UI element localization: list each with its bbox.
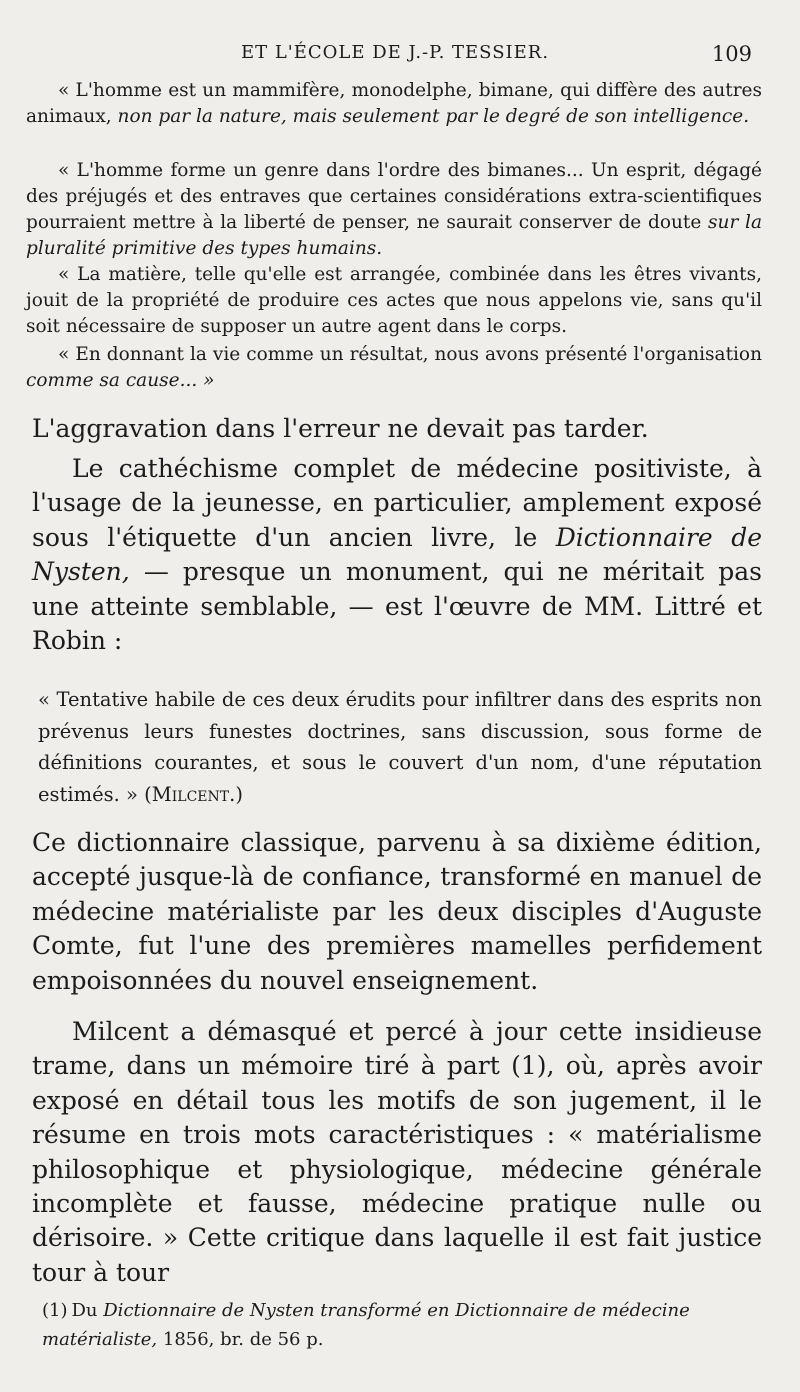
paragraph-2-title: Dictionnaire de Nysten, — [32, 522, 762, 587]
quote-2-text: « L'homme forme un genre dans l'ordre des bimanes... Un esprit, dégagé des préjugés et des entraves que certaines considérations extra-scientifiques pourraient mettre à la liberté de penser, ne saurait conserver de doute — [26, 160, 762, 233]
body-paragraph-4: Milcent a démasqué et percé à jour cette insidieuse trame, dans un mémoire tiré à part (1), où, après avoir exposé en détail tous les motifs de son jugement, il le résume en trois mots caractéristiques : « matérialisme philosophique et physiologique, médecine générale incomplète et fausse, médecine pratique nulle ou dérisoire. » Cette critique dans laquelle il est fait justice tour à tour — [32, 1017, 762, 1287]
footnote-number: (1) — [42, 1300, 68, 1321]
footnote-title: Dictionnaire de Nysten transformé en Dictionnaire de médecine matérialiste, — [42, 1300, 690, 1350]
quote-4-italic: comme sa cause... » — [26, 370, 215, 391]
paragraph-2-text-end: — presque un monument, qui ne méritait pas une atteinte semblable, — est l'œuvre de MM. Littré et Robin : — [32, 557, 762, 656]
quote-1-italic: non par la nature, mais seulement par le degré de son intelligence. — [117, 106, 750, 127]
page-number: 109 — [711, 42, 752, 66]
quote-paragraph-4 — [26, 342, 762, 394]
footnote — [42, 1296, 766, 1354]
footnote-text-end: 1856, br. de 56 p. — [157, 1329, 324, 1350]
body-paragraph-1: L'aggravation dans l'erreur ne devait pas tarder. — [32, 414, 649, 443]
quote-paragraph-2 — [26, 158, 762, 262]
body-paragraph-2 — [32, 452, 762, 658]
block-quote-text: « Tentative habile de ces deux érudits pour infiltrer dans des esprits non prévenus leurs funestes doctrines, sans discussion, sous forme de définitions courantes, et sous le couvert d'un nom, d'une réputation estimés. » ( — [38, 688, 762, 806]
quote-paragraph-3: « La matière, telle qu'elle est arrangée, combinée dans les êtres vivants, jouit de la propriété de produire ces actes que nous appelons vie, sans qu'il soit nécessaire de supposer un autre agent dans le corps. — [26, 264, 762, 337]
body-paragraph-3: Ce dictionnaire classique, parvenu à sa dixième édition, accepté jusque-là de confiance, transformé en manuel de médecine matérialiste par les deux disciples d'Auguste Comte, fut l'une des premières mamelles perfidement empoisonnées du nouvel enseignement. — [32, 828, 762, 995]
quote-4-text: « En donnant la vie comme un résultat, nous avons présenté l'organisation — [58, 344, 762, 365]
quote-paragraph-1 — [26, 78, 762, 130]
paragraph-2-text: Le cathéchisme complet de médecine positiviste, à l'usage de la jeunesse, en particulier, amplement exposé sous l'étiquette d'un ancien livre, le — [32, 454, 762, 552]
block-quote-end: .) — [229, 782, 243, 806]
running-title: ET L'ÉCOLE DE J.-P. TESSIER. — [240, 42, 550, 63]
block-quote-author: Milcent — [151, 782, 230, 806]
running-header — [0, 36, 800, 76]
quote-1-text: « L'homme est un mammifère, monodelphe, bimane, qui diffère des autres animaux, — [26, 80, 762, 127]
footnote-text: Du — [71, 1300, 104, 1321]
block-quote — [38, 684, 762, 810]
quote-2-italic: sur la pluralité primitive des types humains. — [26, 212, 762, 259]
